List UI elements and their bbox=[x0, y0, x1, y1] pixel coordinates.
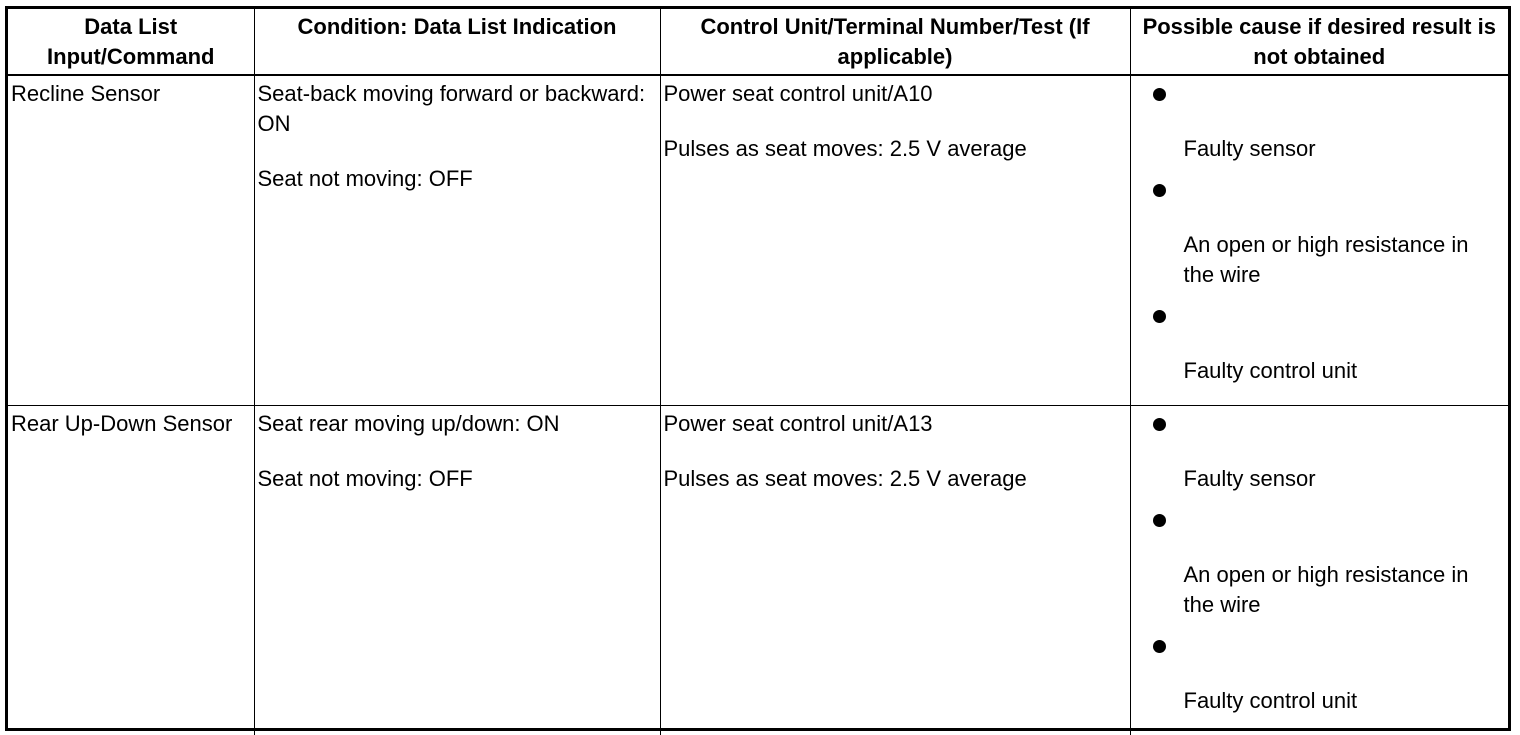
condition-line: Seat not moving: OFF bbox=[258, 464, 656, 494]
cause-text: An open or high resistance in the wire bbox=[1134, 535, 1505, 620]
header-data-list-input: Data List Input/Command bbox=[8, 9, 254, 75]
header-possible-cause: Possible cause if desired result is not obtained bbox=[1130, 9, 1508, 75]
cause-list bbox=[1134, 79, 1505, 386]
cause-item bbox=[1134, 175, 1505, 290]
cell-condition bbox=[254, 406, 660, 735]
cell-possible-cause bbox=[1130, 406, 1508, 735]
data-list-table bbox=[8, 9, 1508, 735]
control-line: Power seat control unit/A10 bbox=[664, 79, 1126, 109]
cell-input: Rear Up-Down Sensor bbox=[8, 406, 254, 735]
cell-control-unit bbox=[660, 75, 1130, 406]
cell-control-unit bbox=[660, 406, 1130, 735]
bullet-icon bbox=[1134, 631, 1505, 661]
cell-possible-cause bbox=[1130, 75, 1508, 406]
cause-item bbox=[1134, 505, 1505, 620]
cause-text: Faulty control unit bbox=[1134, 661, 1505, 716]
bullet-icon bbox=[1134, 175, 1505, 205]
cause-item bbox=[1134, 409, 1505, 494]
bullet-icon bbox=[1134, 409, 1505, 439]
cause-text: Faulty sensor bbox=[1134, 109, 1505, 164]
cell-input: Recline Sensor bbox=[8, 75, 254, 406]
cause-text: Faulty sensor bbox=[1134, 439, 1505, 494]
cause-item bbox=[1134, 301, 1505, 386]
bullet-icon bbox=[1134, 505, 1505, 535]
cause-list bbox=[1134, 409, 1505, 716]
condition-line: Seat-back moving forward or backward: ON bbox=[258, 79, 656, 139]
cell-condition bbox=[254, 75, 660, 406]
cause-text: Faulty control unit bbox=[1134, 331, 1505, 386]
cause-text: An open or high resistance in the wire bbox=[1134, 205, 1505, 290]
header-condition: Condition: Data List Indication bbox=[254, 9, 660, 75]
control-line: Pulses as seat moves: 2.5 V average bbox=[664, 464, 1126, 494]
cause-item bbox=[1134, 631, 1505, 716]
table-row bbox=[8, 406, 1508, 735]
table-row bbox=[8, 75, 1508, 406]
bullet-icon bbox=[1134, 301, 1505, 331]
condition-line: Seat rear moving up/down: ON bbox=[258, 409, 656, 439]
bullet-icon bbox=[1134, 79, 1505, 109]
condition-line: Seat not moving: OFF bbox=[258, 164, 656, 194]
table-header-row bbox=[8, 9, 1508, 75]
control-line: Power seat control unit/A13 bbox=[664, 409, 1126, 439]
control-line: Pulses as seat moves: 2.5 V average bbox=[664, 134, 1126, 164]
header-control-unit: Control Unit/Terminal Number/Test (If applicable) bbox=[660, 9, 1130, 75]
data-list-table-frame bbox=[5, 6, 1511, 731]
cause-item bbox=[1134, 79, 1505, 164]
